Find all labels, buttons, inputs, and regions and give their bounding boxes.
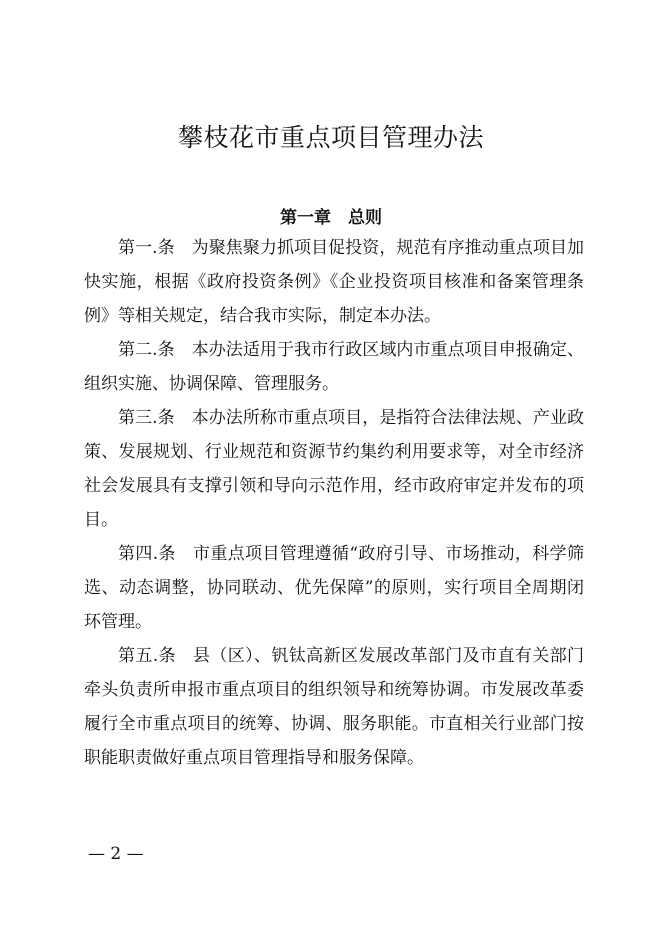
article-3 bbox=[84, 401, 584, 537]
article-1 bbox=[84, 231, 584, 333]
article-number: 第三.条 bbox=[118, 408, 175, 428]
article-text: 市重点项目管理遵循“政府引导、市场推动，科学筛选、动态调整，协同联动、优先保障”的原则，实行项目全周期闭环管理。 bbox=[84, 544, 584, 632]
document-body bbox=[84, 231, 584, 775]
document-title: 攀枝花市重点项目管理办法 bbox=[177, 123, 484, 152]
article-4 bbox=[84, 537, 584, 639]
article-number: 第五.条 bbox=[118, 646, 176, 666]
article-text: 本办法所称市重点项目，是指符合法律法规、产业政策、发展规划、行业规范和资源节约集约利用要求等，对全市经济社会发展具有支撑引领和导向示范作用，经市政府审定并发布的项目。 bbox=[84, 408, 585, 530]
article-number: 第四.条 bbox=[118, 544, 176, 564]
article-number: 第一.条 bbox=[118, 238, 175, 258]
article-number: 第二.条 bbox=[118, 340, 175, 360]
chapter-heading: 第一章 总则 bbox=[280, 208, 382, 228]
article-text: 为聚焦聚力抓项目促投资，规范有序推动重点项目加快实施，根据《政府投资条例》《企业投资项目核准和备案管理条例》等相关规定，结合我市实际，制定本办法。 bbox=[84, 238, 585, 326]
page-number: — 2 — bbox=[88, 844, 144, 864]
article-text: 本办法适用于我市行政区域内市重点项目申报确定、组织实施、协调保障、管理服务。 bbox=[84, 340, 585, 394]
article-text: 县（区）、钒钛高新区发展改革部门及市直有关部门牵头负责所申报市重点项目的组织领导和统筹协调。市发展改革委履行全市重点项目的统筹、协调、服务职能。市直相关行业部门按职能职责做好重点项目管理指导和服务保障。 bbox=[84, 646, 585, 768]
article-2 bbox=[84, 333, 584, 401]
article-5 bbox=[84, 639, 584, 775]
